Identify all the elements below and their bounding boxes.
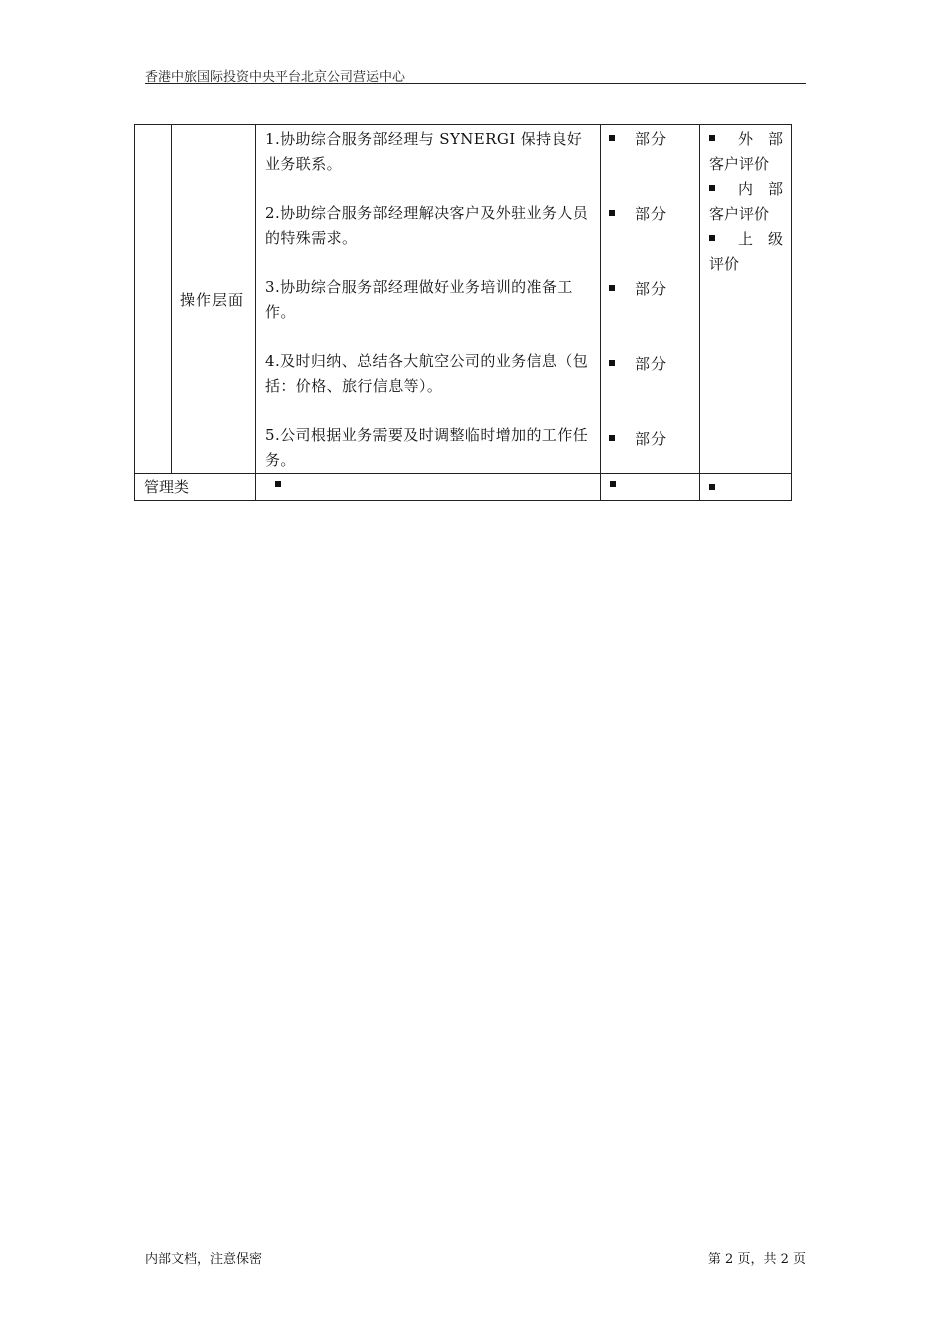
task-item: 4.及时归纳、总结各大航空公司的业务信息（包括：价格、旅行信息等）。	[265, 352, 589, 395]
evaluation-cell	[700, 125, 792, 474]
task-item: 2.协助综合服务部经理解决客户及外驻业务人员的特殊需求。	[265, 204, 589, 247]
table-row	[135, 474, 792, 501]
bullet-square-icon	[609, 360, 615, 366]
evaluation-entry	[709, 127, 783, 152]
evaluation-bottom: 客户评价	[709, 155, 770, 173]
degree-entry	[609, 427, 693, 452]
management-label: 管理类	[144, 477, 190, 496]
evaluation-top: 内 部	[737, 180, 783, 198]
bullet-square-icon	[709, 185, 715, 191]
management-tasks-cell	[256, 474, 601, 501]
tasks-cell	[256, 125, 601, 474]
bullet-square-icon	[609, 210, 615, 216]
task-item: 1.协助综合服务部经理与 SYNERGI 保持良好业务联系。	[265, 130, 583, 173]
responsibility-table	[134, 124, 792, 501]
evaluation-entry	[709, 227, 783, 252]
evaluation-bottom: 客户评价	[709, 205, 770, 223]
degree-entry	[609, 277, 693, 302]
degree-entry	[609, 127, 693, 152]
bullet-square-icon	[709, 235, 715, 241]
bullet-square-icon	[609, 435, 615, 441]
section-label: 操作层面	[180, 290, 245, 309]
bullet-square-icon	[709, 484, 715, 490]
bullet-square-icon	[610, 481, 616, 487]
footer-confidential: 内部文档，注意保密	[145, 1252, 263, 1267]
management-cell	[135, 474, 256, 501]
category-cell-empty	[135, 125, 172, 474]
degree-entry	[609, 202, 693, 227]
degree-label: 部分	[635, 355, 668, 373]
bullet-square-icon	[275, 481, 281, 487]
degree-cell	[601, 125, 700, 474]
evaluation-bottom: 评价	[709, 255, 740, 273]
degree-label: 部分	[635, 280, 668, 298]
degree-label: 部分	[635, 130, 668, 148]
management-degree-cell	[601, 474, 700, 501]
task-item: 5.公司根据业务需要及时调整临时增加的工作任务。	[265, 426, 589, 469]
management-evaluation-cell	[700, 474, 792, 501]
task-item: 3.协助综合服务部经理做好业务培训的准备工作。	[265, 278, 573, 321]
evaluation-entry	[709, 177, 783, 202]
document-header: 香港中旅国际投资中央平台北京公司营运中心	[145, 70, 406, 85]
header-divider	[145, 83, 806, 84]
section-cell	[172, 125, 256, 474]
degree-label: 部分	[635, 205, 668, 223]
bullet-square-icon	[709, 135, 715, 141]
degree-entry	[609, 352, 693, 377]
table-row	[135, 125, 792, 474]
evaluation-top: 上 级	[737, 230, 783, 248]
footer-page-number: 第 2 页，共 2 页	[707, 1252, 806, 1267]
degree-label: 部分	[635, 430, 668, 448]
bullet-square-icon	[609, 135, 615, 141]
evaluation-top: 外 部	[737, 130, 783, 148]
bullet-square-icon	[609, 285, 615, 291]
